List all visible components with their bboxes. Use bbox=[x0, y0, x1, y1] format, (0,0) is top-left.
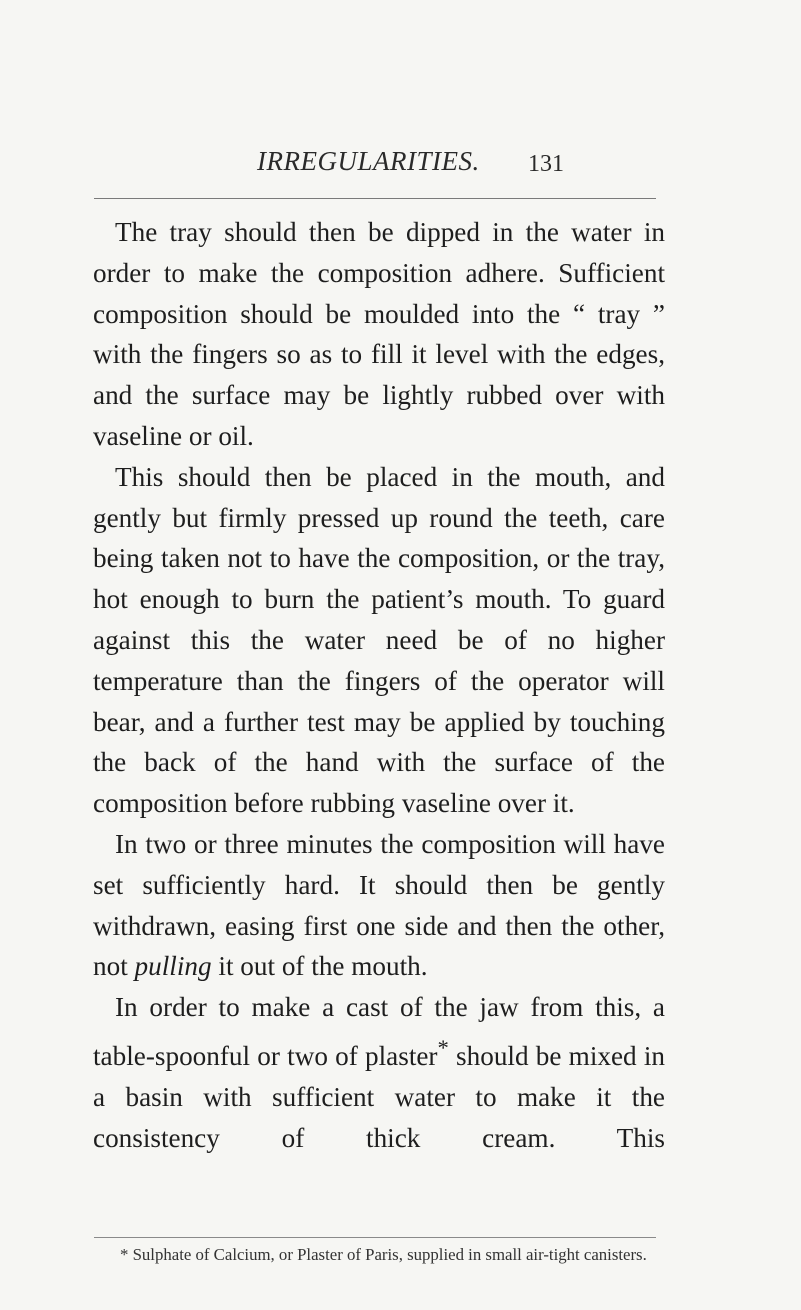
page-number: 131 bbox=[528, 151, 564, 177]
footnote-marker: * bbox=[437, 1034, 449, 1060]
footnote-rule bbox=[94, 1237, 656, 1238]
footnote: * Sulphate of Calcium, or Plaster of Paris, supplied in small air-tight canisters. bbox=[120, 1245, 647, 1264]
paragraph-4-text-end: should be mixed in a basin with sufficient water to make it the consistency of thick cream. This bbox=[93, 1041, 665, 1153]
running-title: IRREGULARITIES. bbox=[257, 146, 480, 176]
paragraph-3-text-start: In two or three minutes the composition will have set sufficiently hard. It should then be gently withdrawn, easing first one side and then the other, not bbox=[93, 828, 665, 982]
paragraph-2: This should then be placed in the mouth, and gently but firmly pressed up round the teeth, care being taken not to have the composition, or the tray, hot enough to burn the patient’s mouth. To guard against this the water need be of no higher temperature than the fingers of the operator will bear, and a further test may be applied by touching the back of the hand with the surface of the composition before rubbing vaseline over it. bbox=[93, 461, 665, 819]
paragraph-3-text-end: it out of the mouth. bbox=[211, 951, 428, 982]
paragraph-3 bbox=[93, 824, 665, 987]
paragraph-4-text-start: In order to make a cast of the jaw from this, a table-spoonful or two of plaster bbox=[93, 992, 665, 1071]
paragraph-4 bbox=[93, 987, 665, 1158]
italic-word: pulling bbox=[134, 951, 212, 982]
paragraph-1: The tray should then be dipped in the water in order to make the composition adhere. Sufficient composition should be moulded into the “ tray ” with the fingers so as to fill it level with the edges, and the surface may be lightly rubbed over with vaseline or oil. bbox=[93, 217, 665, 451]
header-rule bbox=[94, 198, 656, 199]
body-text bbox=[93, 212, 665, 1158]
